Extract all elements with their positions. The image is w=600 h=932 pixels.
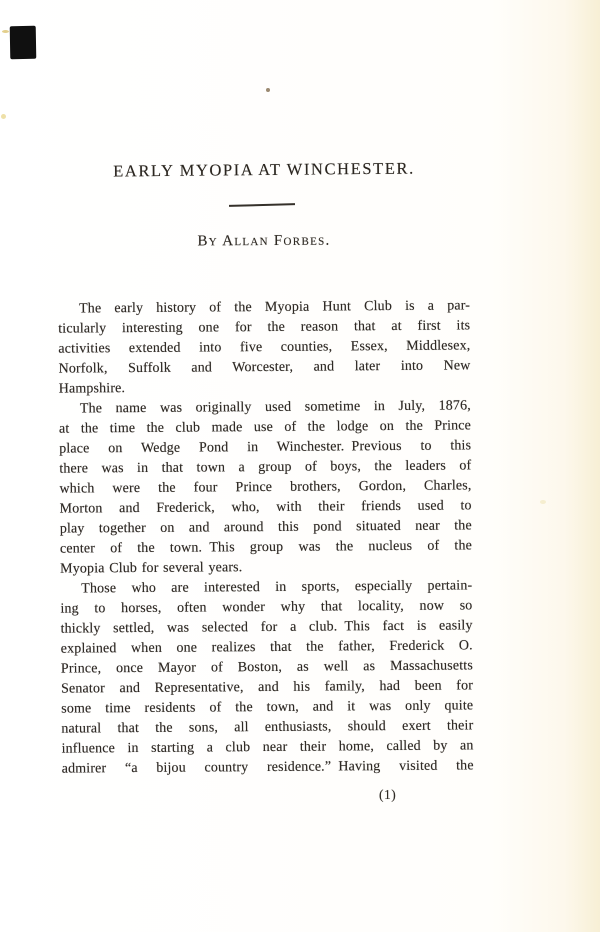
paragraph — [60, 576, 474, 779]
text-line: Prince, once Mayor of Boston, as well as Massachusetts — [60, 658, 473, 677]
text-line: there was in that town a group of boys, the leaders of — [59, 458, 472, 477]
text-line: ticularly interesting one for the reason that at first its — [58, 318, 471, 337]
paragraph — [58, 296, 471, 399]
text-line: Hampshire. — [58, 381, 126, 397]
scan-artifact-speck — [266, 88, 270, 92]
scan-artifact-speck — [2, 30, 9, 33]
byline: By Allan Forbes. — [197, 232, 331, 250]
text-line: Those who are interested in sports, especially pertain- — [81, 578, 473, 597]
body-text — [58, 296, 474, 779]
text-line: Senator and Representative, and his family, had been for — [61, 678, 474, 697]
text-line: The early history of the Myopia Hunt Club is a par- — [79, 298, 471, 317]
title-divider — [229, 203, 295, 206]
text-line: at the time the club made use of the lodge on the Prince — [58, 418, 472, 437]
page-title: EARLY MYOPIA AT WINCHESTER. — [113, 158, 415, 181]
text-line: center of the town. This group was the nucleus of the — [59, 538, 473, 557]
text-line: which were the four Prince brothers, Gordon, Charles, — [59, 478, 472, 497]
text-line: thickly settled, was selected for a club. This fact is easily — [60, 618, 473, 637]
text-line: ing to horses, often wonder why that locality, now so — [60, 598, 473, 617]
text-line: Morton and Frederick, who, with their friends used to — [59, 498, 472, 517]
text-line: place on Wedge Pond in Winchester. Previous to this — [59, 438, 472, 457]
scan-artifact-speck — [1, 114, 6, 119]
text-line: The name was originally used sometime in July, 1876, — [79, 398, 471, 417]
text-line: activities extended into five counties, Essex, Middlesex, — [58, 338, 471, 357]
scan-artifact-corner-mark — [10, 26, 37, 59]
text-line: natural that the sons, all enthusiasts, should exert their — [61, 718, 474, 737]
text-line: influence in starting a club near their home, called by an — [61, 738, 474, 757]
text-line: some time residents of the town, and it was only quite — [61, 698, 474, 717]
scan-artifact-speck — [540, 500, 546, 504]
paragraph — [59, 396, 472, 579]
text-line: explained when one realizes that the father, Frederick O. — [60, 638, 473, 657]
text-line: Myopia Club for several years. — [60, 560, 243, 577]
text-line: play together on and around this pond situated near the — [59, 518, 472, 537]
text-line: admirer “a bijou country residence.” Having visited the — [61, 758, 474, 777]
page-number: (1) — [379, 787, 397, 802]
text-line: Norfolk, Suffolk and Worcester, and later into New — [58, 358, 471, 377]
